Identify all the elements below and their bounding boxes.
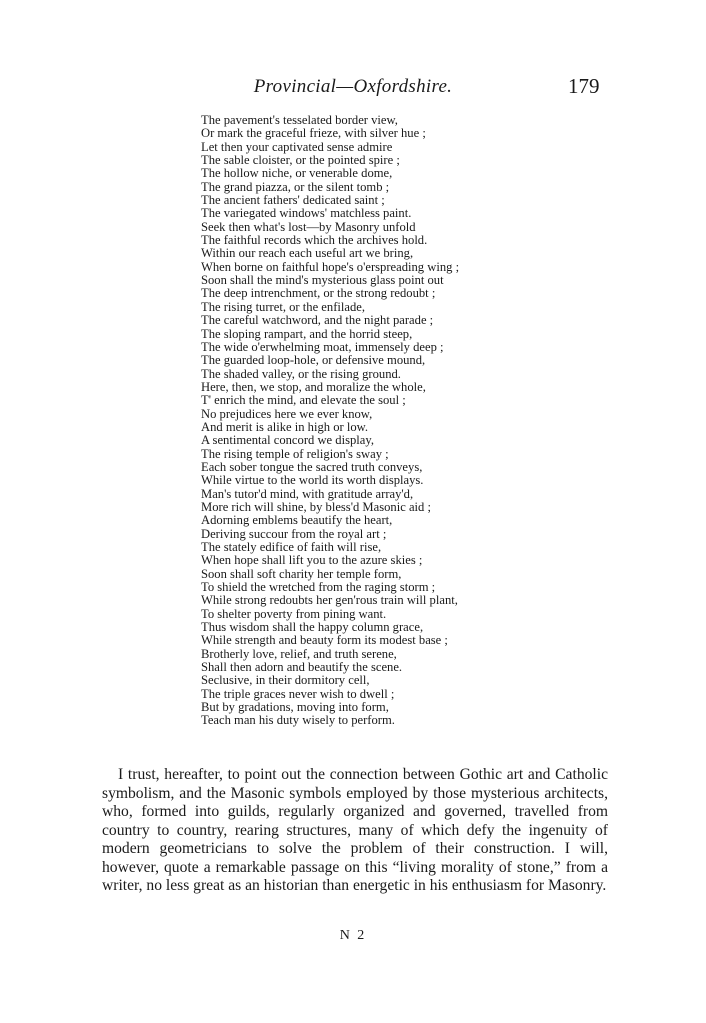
poem-line: Man's tutor'd mind, with gratitude array'd,: [201, 486, 414, 501]
poem-line: Soon shall soft charity her temple form,: [201, 566, 402, 581]
poem-line: The wide o'erwhelming moat, immensely deep ;: [201, 339, 444, 354]
page-number: 179: [568, 74, 600, 98]
poem-block: [201, 114, 541, 728]
poem-line: The rising temple of religion's sway ;: [201, 446, 389, 461]
poem-line: Teach man his duty wisely to perform.: [201, 713, 395, 728]
poem-line: The grand piazza, or the silent tomb ;: [201, 179, 390, 194]
poem-line: The variegated windows' matchless paint.: [201, 206, 412, 221]
poem-line: Thus wisdom shall the happy column grace,: [201, 620, 424, 635]
poem-line: And merit is alike in high or low.: [201, 419, 369, 434]
poem-line: Deriving succour from the royal art ;: [201, 526, 387, 541]
poem-line: Soon shall the mind's mysterious glass point out: [201, 273, 444, 288]
poem-line: Let then your captivated sense admire: [201, 139, 393, 154]
poem-line: The sloping rampart, and the horrid steep,: [201, 326, 413, 341]
poem-line: When hope shall lift you to the azure skies ;: [201, 553, 423, 568]
poem-line: The guarded loop-hole, or defensive mound,: [201, 353, 426, 368]
poem-line: The deep intrenchment, or the strong redoubt ;: [201, 286, 436, 301]
poem-line: The pavement's tesselated border view,: [201, 113, 398, 127]
poem-line: While virtue to the world its worth displays.: [201, 473, 424, 488]
poem-line: The ancient fathers' dedicated saint ;: [201, 193, 385, 208]
signature-mark: N 2: [339, 928, 367, 943]
poem-line: A sentimental concord we display,: [201, 433, 375, 448]
poem-line: While strength and beauty form its modest base ;: [201, 633, 448, 648]
poem-line: The faithful records which the archives hold.: [201, 233, 428, 248]
poem-line: Within our reach each useful art we bring,: [201, 246, 414, 261]
poem-line: More rich will shine, by bless'd Masonic aid ;: [201, 499, 431, 514]
poem-line: Here, then, we stop, and moralize the whole,: [201, 379, 426, 394]
poem-line: T' enrich the mind, and elevate the soul ;: [201, 393, 406, 408]
poem-line: The hollow niche, or venerable dome,: [201, 166, 393, 181]
poem-line: The rising turret, or the enfilade,: [201, 299, 366, 314]
poem-line: No prejudices here we ever know,: [201, 406, 373, 421]
poem-line: Or mark the graceful frieze, with silver hue ;: [201, 126, 426, 141]
poem-line: The shaded valley, or the rising ground.: [201, 366, 401, 381]
poem-line: Seclusive, in their dormitory cell,: [201, 673, 370, 688]
poem-line: To shelter poverty from pining want.: [201, 606, 387, 621]
poem-line: To shield the wretched from the raging storm ;: [201, 580, 436, 595]
running-title: Provincial—Oxfordshire.: [253, 76, 453, 97]
poem-line: The sable cloister, or the pointed spire ;: [201, 153, 400, 168]
poem-line: Seek then what's lost—by Masonry unfold: [201, 219, 416, 234]
poem-line: Adorning emblems beautify the heart,: [201, 513, 393, 528]
page-header: [0, 76, 706, 104]
prose-paragraph: I trust, hereafter, to point out the connection between Gothic art and Catholic symbolism, and the Masonic symbols employed by those mysterious architects, who, formed into guilds, regularly organized and governed, travelled from country to country, rearing structures, many of which defy the ingenuity of modern geometricians to solve the problem of their construction. I will, however, quote a remarkable passage on this “living morality of stone,” from a writer, no less great as an historian than energetic in his enthusiasm for Masonry.: [102, 766, 608, 894]
poem-line: While strong redoubts her gen'rous train will plant,: [201, 593, 458, 608]
poem-line: Each sober tongue the sacred truth conveys,: [201, 459, 423, 474]
poem-line: The triple graces never wish to dwell ;: [201, 686, 395, 701]
poem-line: Shall then adorn and beautify the scene.: [201, 660, 403, 675]
poem-line: Brotherly love, relief, and truth serene,: [201, 646, 397, 661]
poem-line: When borne on faithful hope's o'erspreading wing ;: [201, 259, 460, 274]
poem-line: The stately edifice of faith will rise,: [201, 540, 382, 554]
poem-line: The careful watchword, and the night parade ;: [201, 313, 434, 328]
poem-line: But by gradations, moving into form,: [201, 700, 389, 715]
